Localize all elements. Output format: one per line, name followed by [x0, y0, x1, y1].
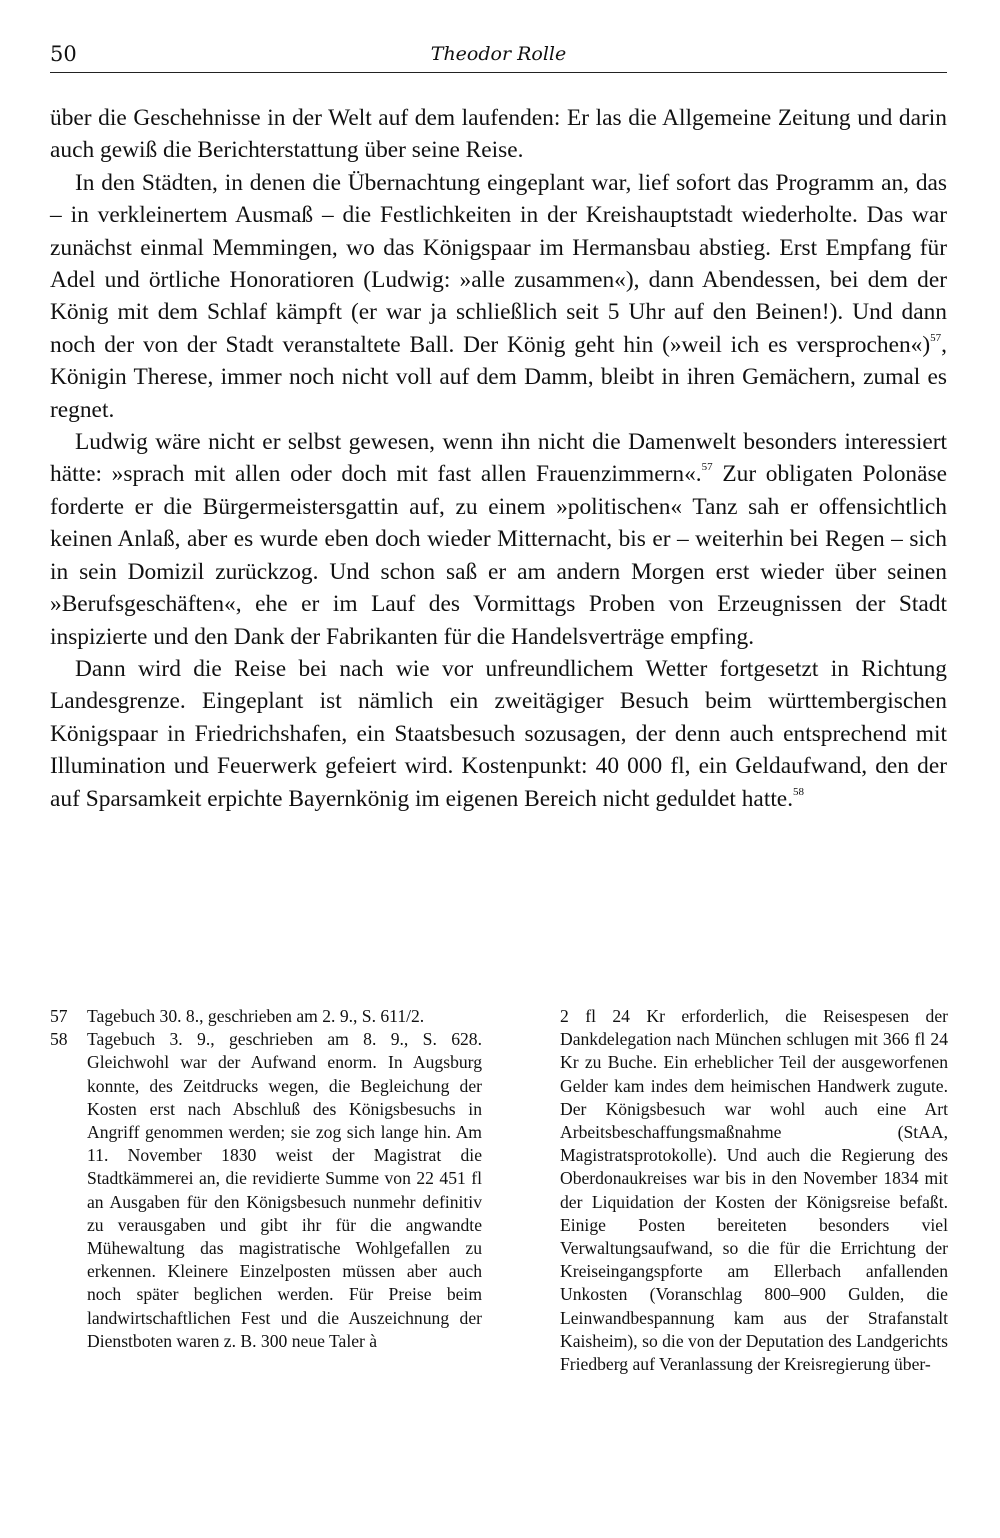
footnote-58 — [50, 1028, 482, 1353]
paragraph-4: Dann wird die Reise bei nach wie vor unfreundlichem Wetter fortgesetzt in Richtung Landesgrenze. Eingeplant ist nämlich ein zweitägiger Besuch beim württembergischen Königspaar in Friedrichshafen, ein Staatsbesuch sozusagen, der denn auch entsprechend mit Illumination und Feuerwerk gefeiert wird. Kostenpunkt: 40 000 fl, ein Geldaufwand, den der auf Sparsamkeit erpichte Bayernkönig im eigenen Bereich nicht geduldet hatte.$^{58}$ — [50, 655, 947, 812]
footnote-column-right — [560, 1005, 948, 1376]
footnote-number: 57 — [50, 1006, 68, 1026]
footnote-number: 58 — [50, 1029, 68, 1050]
main-text — [50, 102, 947, 815]
page-number: 50 — [50, 42, 77, 66]
paragraph-3: Ludwig wäre nicht er selbst gewesen, wenn ihn nicht die Damenwelt besonders interessiert hätte: »sprach mit allen oder doch mit fast allen Frauenzimmern«.$^{57}$ Zur obligaten Polonäse forderte er die Bürgermeistersgattin auf, zu einem »politischen« Tanz sah er offensichtlich keinen Anlaß, aber es wurde eben doch wieder Mitternacht, bis er – weiterhin bei Regen – sich in sein Domizil zurückzog. Und schon saß er am andern Morgen erst wieder über seinen »Berufsgeschäften«, ehe er im Lauf des Vormittags Proben von Erzeugnissen der Stadt inspizierte und den Dank der Fabrikanten für die Handelsverträge empfing. — [50, 429, 947, 650]
footnote-column-left — [50, 1005, 482, 1353]
footnote-text: Tagebuch 30. 8., geschrieben am 2. 9., S. 611/2. — [87, 1006, 425, 1026]
footnote-58-continued: 2 fl 24 Kr erforderlich, die Reisespesen der Dankdelegation nach München schlugen mit 366 fl 24 Kr zu Buche. Ein erheblicher Teil der ausgeworfenen Gelder kam indes dem heimischen Handwerk zugute. Der Königsbesuch war wohl auch eine Art Arbeitsbeschaffungsmaßnahme (StAA, Magistratsprotokolle). Und auch die Regierung des Oberdonaukreises war bis in den November 1834 mit der Liquidation der Kosten der Königsreise befaßt. Einige Posten bereiteten besonders viel Verwaltungsaufwand, so die für die Errichtung der Kreiseingangspforte am Ellerbach anfallenden Unkosten (Voranschlag 800–900 Gulden, die Leinwandbespannung kam aus der Strafanstalt Kaisheim), so die von der Deputation des Landgerichts Friedberg auf Veranlassung der Kreisregierung über- — [560, 1006, 948, 1375]
footnote-ref-57b[interactable]: 57 — [701, 461, 713, 474]
footnote-ref-57[interactable]: 57 — [930, 331, 942, 344]
paragraph-2: In den Städten, in denen die Übernachtung eingeplant war, lief sofort das Programm an, das – in verkleinertem Ausmaß – die Festlichkeiten in der Kreishauptstadt wiederholte. Das war zunächst einmal Memmingen, wo das Königspaar im Hermansbau abstieg. Erst Empfang für Adel und örtliche Honoratioren (Ludwig: »alle zusammen«), dann Abendessen, bei dem der König mit dem Schlaf kämpft (er war ja schließlich seit 5 Uhr auf den Beinen!). Und dann noch der von der Stadt veranstaltete Ball. Der König geht hin (»weil ich es versprochen«)$^{57}$, Königin Therese, immer noch nicht voll auf dem Damm, bleibt in ihren Gemächern, zumal es regnet. — [50, 169, 947, 423]
footnote-57 — [50, 1005, 482, 1028]
page-header — [50, 40, 947, 73]
running-head: Theodor Rolle — [430, 43, 567, 65]
footnote-ref-58[interactable]: 58 — [793, 785, 805, 798]
paragraph-1: über die Geschehnisse in der Welt auf dem laufenden: Er las die Allgemeine Zeitung und darin auch gewiß die Berichterstattung über seine Reise. — [50, 105, 947, 164]
footnote-text: Tagebuch 3. 9., geschrieben am 8. 9., S. 628. Gleichwohl war der Aufwand enorm. In Augsburg konnte, des Zeitdrucks wegen, die Begleichung der Kosten erst nach Abschluß des Königsbesuchs in Angriff genommen werden; sie zog sich lange hin. Am 11. November 1830 weist der Magistrat die Stadtkämmerei an, die revidierte Summe von 22 451 fl an Ausgaben für den Königsbesuch nunmehr definitiv zu verausgaben und gibt ihr für die angwandte Mühewaltung das magistratische Wohlgefallen zu erkennen. Kleinere Einzelposten müssen aber auch noch später beglichen werden. Für Preise beim landwirtschaftlichen Fest und die Auszeichnung der Dienstboten waren z. B. 300 neue Taler à — [87, 1029, 482, 1351]
